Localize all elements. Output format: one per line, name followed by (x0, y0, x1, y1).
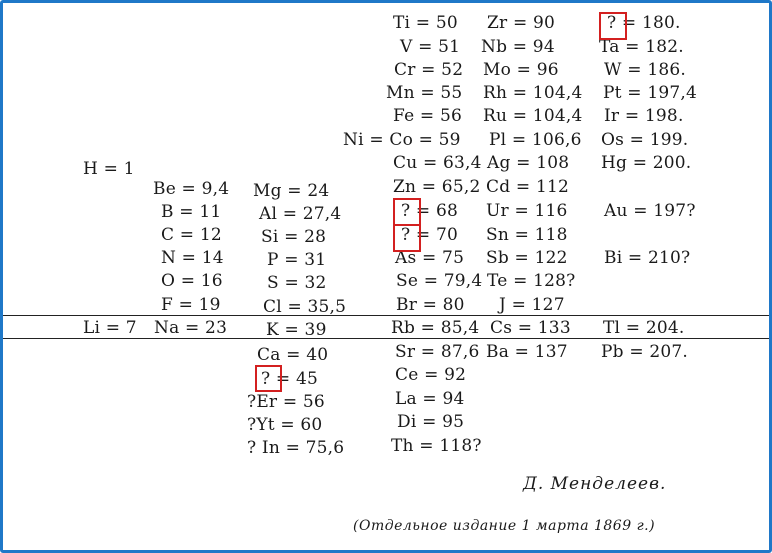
element-b: B = 11 (161, 202, 222, 222)
row-divider-bottom (3, 338, 769, 339)
element-si: Si = 28 (261, 227, 327, 247)
element-di: Di = 95 (397, 412, 465, 432)
element-th: Th = 118? (391, 436, 482, 456)
edition-note: (Отдельное издание 1 марта 1869 г.) (353, 518, 656, 534)
element-h: H = 1 (83, 159, 135, 179)
element-ti: Ti = 50 (393, 13, 458, 33)
highlight-box-unknown-180 (599, 12, 627, 40)
element-ce: Ce = 92 (395, 365, 467, 385)
element-pt: Pt = 197,4 (603, 83, 697, 103)
element-rh: Rh = 104,4 (483, 83, 583, 103)
element-la: La = 94 (395, 389, 465, 409)
element-na: Na = 23 (154, 318, 228, 338)
element-unknown-45: ? = 45 (261, 369, 318, 389)
element-ba: Ba = 137 (486, 342, 568, 362)
element-ta: Ta = 182. (599, 37, 684, 57)
element-se: Se = 79,4 (396, 271, 483, 291)
element-zr: Zr = 90 (487, 13, 556, 33)
highlight-box-unknown-68 (393, 198, 421, 226)
element-sn: Sn = 118 (486, 225, 568, 245)
element-c: C = 12 (161, 225, 222, 245)
element-os: Os = 199. (601, 130, 689, 150)
element-ni-co: Ni = Co = 59 (343, 130, 461, 150)
element-er: ?Er = 56 (247, 392, 325, 412)
element-unknown-68: ? = 68 (401, 201, 458, 221)
element-bi: Bi = 210? (604, 248, 691, 268)
row-divider-top (3, 315, 769, 316)
element-li: Li = 7 (83, 318, 137, 338)
element-as: As = 75 (395, 248, 465, 268)
element-tl: Tl = 204. (603, 318, 685, 338)
element-sb: Sb = 122 (486, 248, 568, 268)
element-s: S = 32 (267, 273, 327, 293)
element-hg: Hg = 200. (601, 153, 692, 173)
element-pb: Pb = 207. (601, 342, 689, 362)
element-j: J = 127 (499, 295, 565, 315)
element-fe: Fe = 56 (393, 106, 463, 126)
element-ir: Ir = 198. (604, 106, 684, 126)
element-ag: Ag = 108 (487, 153, 570, 173)
element-al: Al = 27,4 (259, 204, 342, 224)
element-mo: Mo = 96 (483, 60, 559, 80)
element-sr: Sr = 87,6 (395, 342, 480, 362)
element-cu: Cu = 63,4 (393, 153, 482, 173)
element-zn: Zn = 65,2 (393, 177, 481, 197)
element-yt: ?Yt = 60 (247, 415, 323, 435)
element-pl: Pl = 106,6 (489, 130, 582, 150)
element-cd: Cd = 112 (486, 177, 569, 197)
element-unknown-180: ? = 180. (607, 13, 681, 33)
element-k: K = 39 (266, 320, 327, 340)
element-rb: Rb = 85,4 (391, 318, 480, 338)
element-br: Br = 80 (396, 295, 465, 315)
element-unknown-70: ? = 70 (401, 225, 458, 245)
highlight-box-unknown-70 (393, 224, 421, 252)
element-o: O = 16 (161, 271, 223, 291)
element-p: P = 31 (267, 250, 327, 270)
signature: Д. Менделеев. (523, 474, 667, 494)
element-cr: Cr = 52 (394, 60, 464, 80)
element-te: Te = 128? (487, 271, 576, 291)
element-n: N = 14 (161, 248, 224, 268)
element-cs: Cs = 133 (490, 318, 571, 338)
element-ru: Ru = 104,4 (483, 106, 583, 126)
element-w: W = 186. (604, 60, 686, 80)
element-cl: Cl = 35,5 (263, 297, 347, 317)
element-v: V = 51 (400, 37, 461, 57)
element-in: ? In = 75,6 (247, 438, 345, 458)
element-f: F = 19 (161, 295, 221, 315)
highlight-box-unknown-45 (255, 365, 282, 392)
element-mn: Mn = 55 (386, 83, 463, 103)
element-au: Au = 197? (604, 201, 696, 221)
element-nb: Nb = 94 (481, 37, 555, 57)
element-ur: Ur = 116 (486, 201, 568, 221)
element-mg: Mg = 24 (253, 181, 330, 201)
element-ca: Ca = 40 (257, 345, 329, 365)
element-be: Be = 9,4 (153, 179, 230, 199)
